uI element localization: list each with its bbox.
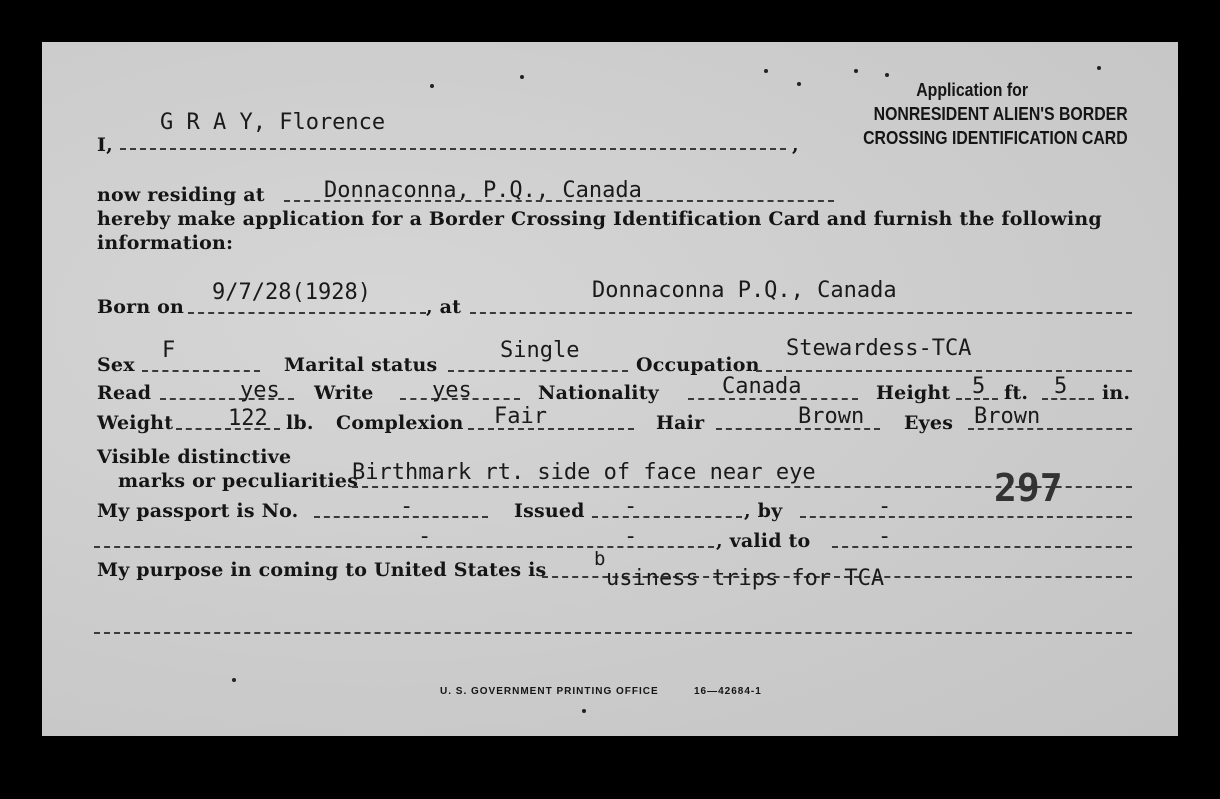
label-at: , at (426, 296, 462, 318)
sex-value: F (162, 338, 176, 363)
label-eyes: Eyes (904, 412, 954, 434)
born-at-value: Donnaconna P.Q., Canada (592, 278, 897, 303)
label-complexion: Complexion (336, 412, 464, 434)
issued-line (592, 516, 742, 518)
issued-value: - (624, 494, 638, 519)
born-on-value: 9/7/28(1928) (212, 280, 371, 305)
residence-value: Donnaconna, P.Q., Canada (324, 178, 642, 203)
label-i: I, (97, 134, 113, 156)
by-value: - (878, 494, 892, 519)
label-read: Read (97, 382, 152, 404)
label-in: in. (1102, 382, 1131, 404)
label-passport: My passport is No. (97, 500, 299, 522)
complexion-line (468, 428, 634, 430)
header-line-1: Application for (916, 80, 1028, 100)
label-valid: , valid to (716, 530, 811, 552)
born-on-line (188, 312, 426, 314)
passport-line-2 (94, 546, 714, 548)
ink-speck (797, 82, 801, 86)
purpose-superscript: b (594, 548, 606, 570)
ink-speck (764, 69, 768, 73)
footer-form-number: 16—42684-1 (694, 686, 762, 697)
name-line (120, 148, 786, 150)
label-lb: lb. (286, 412, 314, 434)
ink-speck (520, 75, 524, 79)
ink-speck (1097, 66, 1101, 70)
label-born-on: Born on (97, 296, 185, 318)
label-visible: Visible distinctive (97, 446, 292, 468)
valid-line (832, 546, 1132, 548)
stamp-number: 297 (994, 466, 1063, 510)
label-sex: Sex (97, 354, 135, 376)
height-ft-value: 5 (972, 374, 986, 399)
label-comma: , (792, 134, 799, 156)
header-line-3: CROSSING IDENTIFICATION CARD (863, 128, 1128, 148)
label-nationality: Nationality (538, 382, 659, 404)
label-purpose: My purpose in coming to United States is (97, 559, 547, 581)
read-value: yes (240, 378, 280, 403)
purpose-value: usiness trips for TCA (606, 566, 885, 591)
born-at-line (470, 312, 1132, 314)
hereby-text: hereby make application for a Border Crossing Identification Card and furnish the following (97, 208, 1102, 230)
purpose-line-2 (94, 632, 1132, 634)
height-in-value: 5 (1054, 374, 1068, 399)
ink-speck (885, 73, 889, 77)
ink-speck (232, 678, 236, 682)
valid-value: - (878, 524, 892, 549)
header-line-2: NONRESIDENT ALIEN'S BORDER (873, 104, 1128, 124)
dash-value-2: - (624, 524, 638, 549)
ink-speck (582, 709, 586, 713)
applicant-name: G R A Y, Florence (160, 110, 386, 135)
footer-printer: U. S. GOVERNMENT PRINTING OFFICE (440, 686, 659, 697)
label-marital: Marital status (284, 354, 438, 376)
eyes-value: Brown (974, 404, 1041, 429)
weight-value: 122 (228, 406, 268, 431)
occupation-value: Stewardess-TCA (786, 336, 972, 361)
marital-line (448, 370, 628, 372)
ink-speck (430, 84, 434, 88)
passport-no-value: - (400, 494, 414, 519)
label-write: Write (314, 382, 374, 404)
label-occupation: Occupation (636, 354, 760, 376)
label-height: Height (876, 382, 951, 404)
label-residing: now residing at (97, 184, 265, 206)
label-ft: ft. (1004, 382, 1029, 404)
dash-value-1: - (418, 524, 432, 549)
sex-line (142, 370, 260, 372)
height-in-line (1042, 398, 1094, 400)
border-crossing-card (42, 42, 1178, 736)
marks-value: Birthmark rt. side of face near eye (352, 460, 816, 485)
write-value: yes (432, 378, 472, 403)
occupation-line (756, 370, 1132, 372)
by-line (800, 516, 1132, 518)
label-issued: Issued (514, 500, 585, 522)
marital-value: Single (500, 338, 580, 363)
ink-speck (854, 69, 858, 73)
information-text: information: (97, 232, 234, 254)
hair-value: Brown (798, 404, 865, 429)
complexion-value: Fair (494, 404, 547, 429)
nationality-value: Canada (722, 374, 802, 399)
label-marks: marks or peculiarities (118, 470, 359, 492)
label-weight: Weight (97, 412, 174, 434)
label-hair: Hair (656, 412, 705, 434)
label-by: , by (744, 500, 783, 522)
